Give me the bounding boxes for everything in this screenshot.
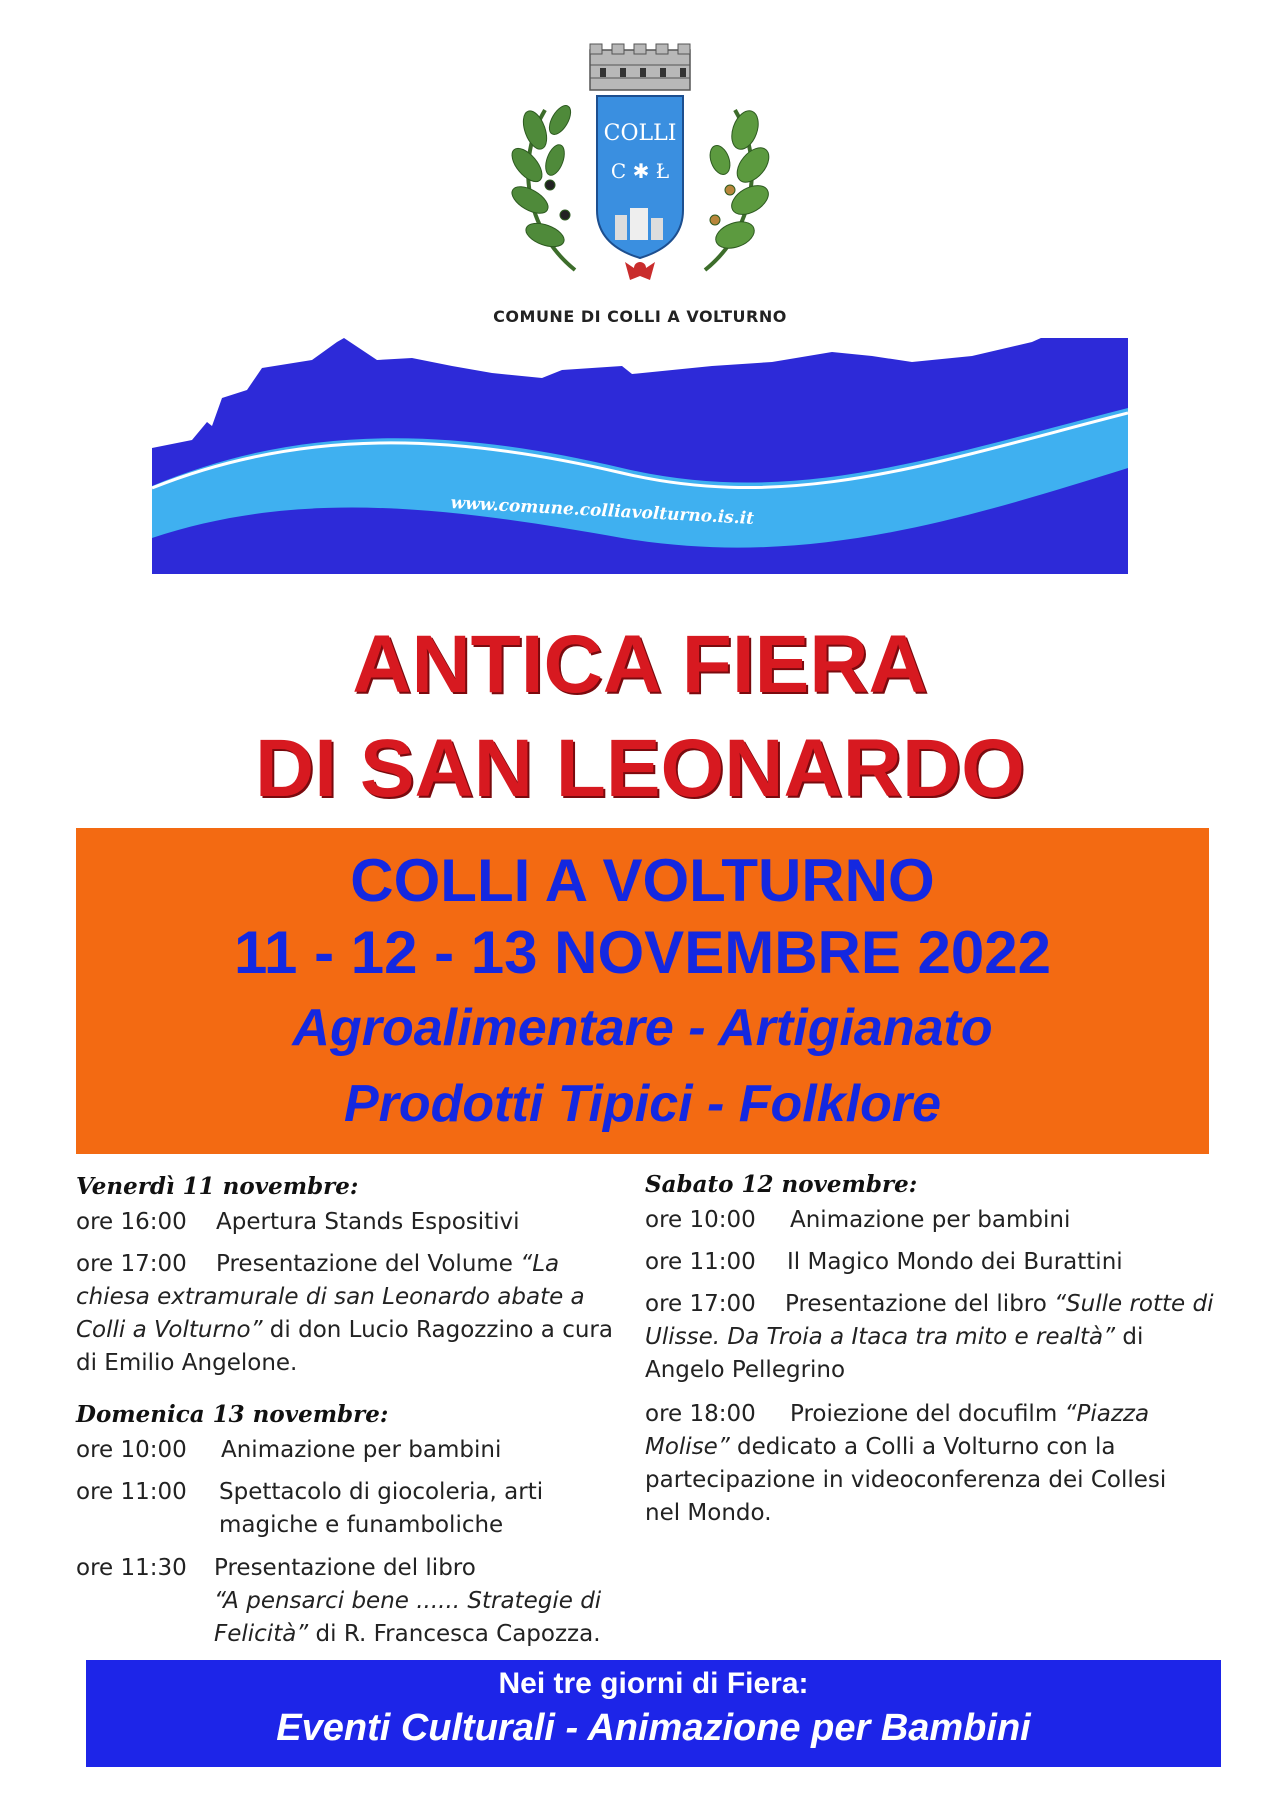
event-time: ore 17:00: [76, 1251, 187, 1277]
event-description: Animazione per bambini: [221, 1437, 502, 1463]
event-categories-2: Prodotti Tipici - Folklore: [343, 1075, 942, 1133]
event-description: Proiezione del docufilm: [790, 1401, 1065, 1427]
crest-text-1: COLLI: [603, 121, 677, 146]
book-title: “La chiesa extramurale di san Leonardo abate a Colli a Volturno”: [76, 1251, 585, 1343]
event-description: Il Magico Mondo dei Burattini: [787, 1249, 1123, 1275]
event-description: Presentazione del Volume: [216, 1251, 521, 1277]
ribbon-icon: [625, 262, 655, 280]
sunday-heading: Domenica 13 novembre:: [76, 1401, 389, 1428]
event-description-block: [214, 1552, 634, 1651]
friday-heading: Venerdì 11 novembre:: [76, 1173, 359, 1200]
event-description: Spettacolo di giocoleria, arti magiche e funamboliche: [219, 1479, 544, 1538]
program-item: [645, 1398, 1205, 1530]
crest-text-2: C ✱ Ł: [610, 159, 670, 183]
event-description-end: dedicato a Colli a Volturno con la partecipazione in videoconferenza dei Collesi nel Mondo.: [645, 1434, 1167, 1526]
event-description-end: di R. Francesca Capozza.: [308, 1621, 601, 1647]
footer-line-2: Eventi Culturali - Animazione per Bambini: [276, 1707, 1031, 1749]
program-left-column: [76, 1170, 636, 1650]
event-description: Animazione per bambini: [790, 1207, 1071, 1233]
program-right-column: [645, 1168, 1225, 1568]
website-text: www.comune.colliavolturno.is.it: [450, 493, 755, 529]
oak-branch-icon: [705, 107, 775, 270]
saturday-heading: Sabato 12 novembre:: [645, 1171, 918, 1198]
footer-line-1: Nei tre giorni di Fiera:: [498, 1667, 809, 1700]
event-title-line-1: ANTICA FIERA: [352, 619, 928, 710]
event-time: ore 18:00: [645, 1401, 756, 1427]
program-item: [645, 1288, 1220, 1387]
book-title: “Sulle rotte di Ulisse. Da Troia a Itaca tra mito e realtà”: [645, 1291, 1214, 1350]
event-description-end: di don Lucio Ragozzino a cura di Emilio Angelone.: [76, 1317, 613, 1376]
event-description: Apertura Stands Espositivi: [216, 1209, 520, 1235]
laurel-branch-icon: [506, 102, 575, 270]
event-categories-1: Agroalimentare - Artigianato: [292, 999, 993, 1057]
event-place: COLLI A VOLTURNO: [350, 847, 935, 914]
event-description-end: di Angelo Pellegrino: [645, 1324, 1144, 1383]
film-title: “Piazza Molise”: [645, 1401, 1150, 1460]
event-time: ore 16:00: [76, 1209, 187, 1235]
program-item: [76, 1248, 621, 1380]
event-time: ore 10:00: [645, 1207, 756, 1233]
event-description: Presentazione del libro: [785, 1291, 1055, 1317]
event-dates: 11 - 12 - 13 NOVEMBRE 2022: [233, 919, 1052, 986]
comune-crest-emblem: [505, 40, 775, 290]
book-title: “A pensarci bene ...... Strategie di Felicità”: [214, 1588, 602, 1647]
event-time: ore 10:00: [76, 1437, 187, 1463]
comune-label: COMUNE DI COLLI A VOLTURNO: [493, 307, 787, 326]
mural-crown-icon: [590, 44, 690, 90]
event-time: ore 11:00: [76, 1479, 187, 1505]
event-time: ore 11:00: [645, 1249, 756, 1275]
event-time: ore 11:30: [76, 1555, 187, 1581]
event-description: Presentazione del libro: [214, 1555, 476, 1581]
skyline-banner: [152, 338, 1128, 574]
event-title-line-2: DI SAN LEONARDO: [255, 723, 1025, 814]
event-time: ore 17:00: [645, 1291, 756, 1317]
